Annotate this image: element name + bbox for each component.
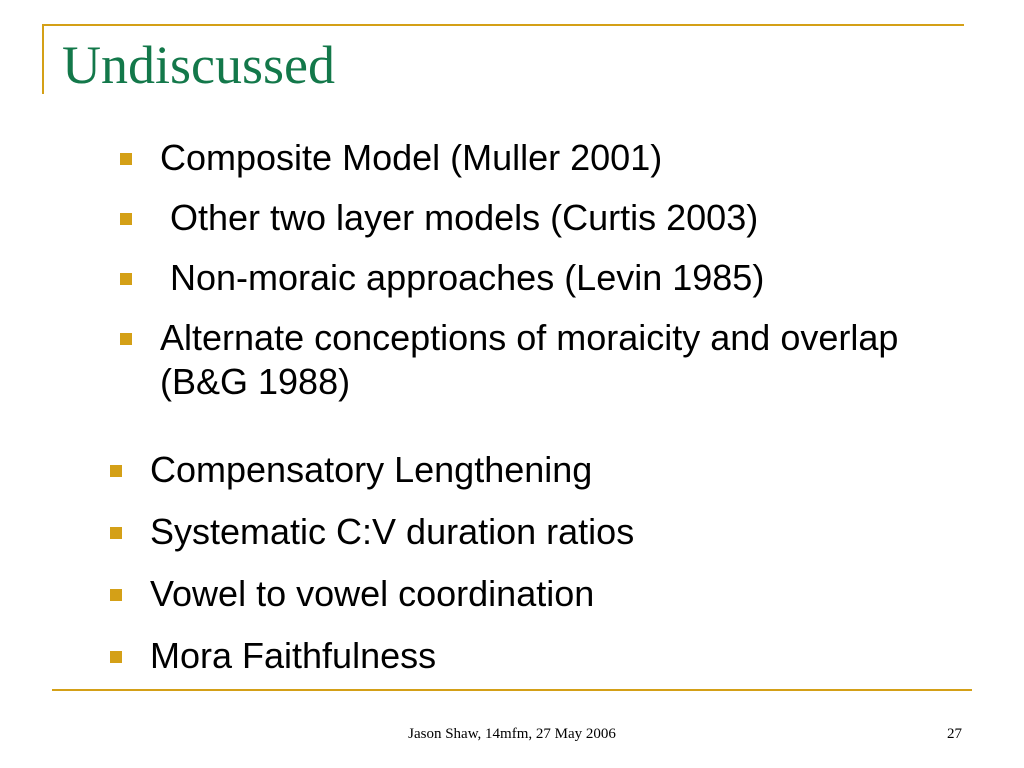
square-bullet-icon [120,333,132,345]
list-item [110,634,890,678]
list-item-text: Other two layer models (Curtis 2003) [170,197,759,238]
slide-title: Undiscussed [62,35,335,95]
square-bullet-icon [110,465,122,477]
bullet-list-secondary [110,448,890,696]
list-item [110,448,890,492]
square-bullet-icon [110,589,122,601]
footer-credit: Jason Shaw, 14mfm, 27 May 2006 [408,726,616,742]
list-item-text: Vowel to vowel coordination [150,573,595,614]
footer-divider [52,689,972,691]
list-item-text: Mora Faithfulness [150,635,437,676]
list-item [110,510,890,554]
list-item-text: Systematic C:V duration ratios [150,511,635,552]
list-item [120,316,900,404]
list-item [120,196,900,240]
frame-left-line [42,24,44,94]
bullet-list-primary [120,136,900,420]
list-item-text: Composite Model (Muller 2001) [160,137,663,178]
square-bullet-icon [120,153,132,165]
list-item-text: Alternate conceptions of moraicity and overlap (B&G 1988) [160,317,899,402]
square-bullet-icon [120,273,132,285]
list-item-text: Non-moraic approaches (Levin 1985) [170,257,765,298]
square-bullet-icon [120,213,132,225]
frame-top-line [42,24,964,26]
list-item [110,572,890,616]
square-bullet-icon [110,651,122,663]
list-item [120,136,900,180]
page-number: 27 [947,726,962,742]
square-bullet-icon [110,527,122,539]
list-item [120,256,900,300]
list-item-text: Compensatory Lengthening [150,449,593,490]
